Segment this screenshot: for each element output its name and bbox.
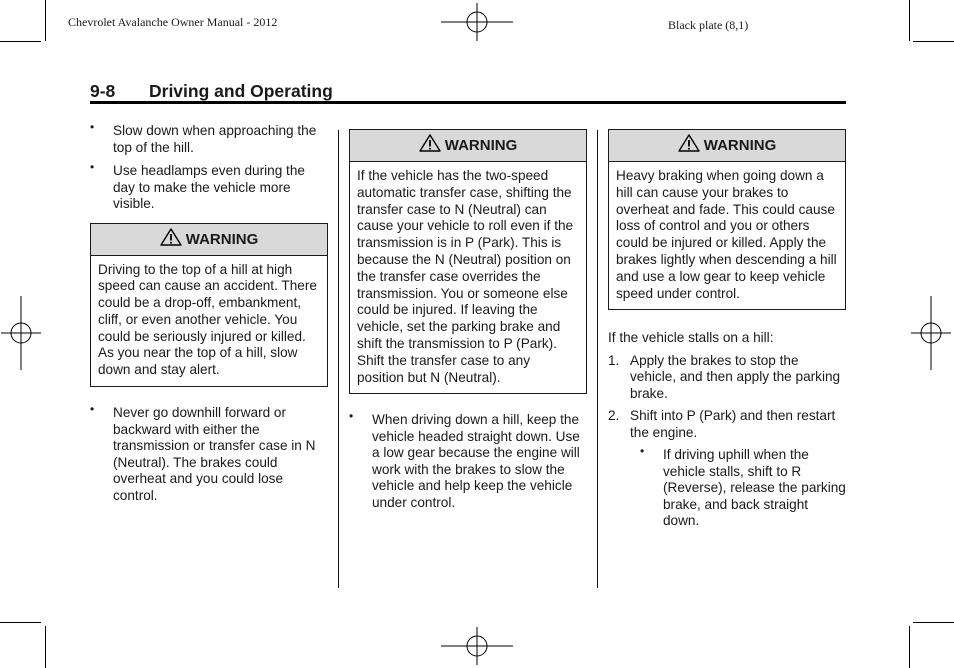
column-2	[349, 129, 587, 518]
column-1	[90, 120, 328, 511]
bullet-icon: •	[90, 402, 95, 417]
sub-bullet-list	[640, 444, 846, 530]
list-item: • Use headlamps even during the day to make the vehicle more visible.	[90, 160, 305, 211]
bullet-icon: •	[640, 444, 645, 459]
crop-mark	[909, 0, 910, 41]
warning-triangle-icon	[419, 134, 441, 152]
registration-mark-left	[1, 296, 41, 370]
crop-mark	[913, 41, 954, 42]
warning-header	[609, 130, 845, 162]
warning-label: WARNING	[444, 137, 518, 154]
warning-box	[349, 129, 587, 394]
warning-box	[90, 223, 328, 388]
list-item: 1. Apply the brakes to stop the vehicle, and then apply the parking brake.	[608, 352, 841, 401]
list-item: • When driving down a hill, keep the vehicle headed straight down. Use a low gear because the engine will work with the brakes to slow the vehicle and help keep the vehicle under control.	[349, 409, 580, 510]
warning-triangle-icon	[678, 134, 700, 152]
registration-mark-right	[911, 296, 951, 370]
stall-intro: If the vehicle stalls on a hill:	[608, 330, 774, 346]
crop-mark	[0, 622, 41, 623]
list-item: • If driving uphill when the vehicle stalls, shift to R (Reverse), release the parking brake, and back straight down.	[640, 444, 846, 529]
list-item: • Slow down when approaching the top of the hill.	[90, 120, 317, 155]
registration-mark-bottom	[441, 627, 513, 665]
crop-mark	[913, 622, 954, 623]
warning-label: WARNING	[185, 230, 259, 248]
warning-label: WARNING	[703, 137, 777, 154]
column-3	[608, 129, 846, 537]
crop-mark	[0, 41, 41, 42]
registration-mark-top	[441, 3, 513, 41]
section-heading	[90, 80, 846, 104]
crop-mark	[45, 0, 46, 41]
bullet-list	[90, 402, 328, 504]
list-item: 2. Shift into P (Park) and then restart the engine.	[608, 408, 836, 440]
crop-mark	[909, 626, 910, 668]
column-divider	[338, 130, 339, 588]
bullet-list	[349, 409, 587, 511]
page-number: 9-8	[90, 81, 116, 101]
column-divider	[597, 130, 598, 588]
bullet-icon: •	[349, 409, 354, 424]
crop-mark	[45, 626, 46, 668]
list-item: • Never go downhill forward or backward with either the transmission or transfer case in N (Neutral). The brakes could overheat and you could lose control.	[90, 402, 316, 503]
numbered-list	[608, 353, 846, 442]
warning-triangle-icon	[160, 228, 182, 246]
warning-header	[350, 130, 586, 162]
warning-text: Heavy braking when going down a hill can cause your brakes to overheat and fade. This could cause loss of control and you or others could be injured or killed. Apply the brakes lightly when descending a hill and use a low gear to keep vehicle speed under control.	[616, 168, 837, 301]
plate-label: Black plate (8,1)	[668, 18, 749, 32]
warning-box	[608, 129, 846, 310]
bullet-icon: •	[90, 160, 95, 174]
manual-title: Chevrolet Avalanche Owner Manual - 2012	[68, 15, 278, 29]
bullet-icon: •	[90, 120, 95, 134]
bullet-list	[90, 120, 328, 213]
warning-header	[91, 224, 327, 256]
warning-text: Driving to the top of a hill at high speed can cause an accident. There could be a drop-off, embankment, cliff, or even another vehicle. You could be seriously injured or killed. As you near the top of a hill, slow down and stay alert.	[98, 261, 317, 378]
section-title: Driving and Operating	[149, 81, 333, 101]
warning-text: If the vehicle has the two-speed automatic transfer case, shifting the transfer case to N (Neutral) can cause your vehicle to roll even if the transmission is in P (Park). This is because the N (Neutral) position on the transfer case overrides the transmission. You or someone else could be injured. If leaving the vehicle, set the parking brake and shift the transmission to P (Park). Shift the transfer case to any position but N (Neutral).	[357, 168, 574, 385]
